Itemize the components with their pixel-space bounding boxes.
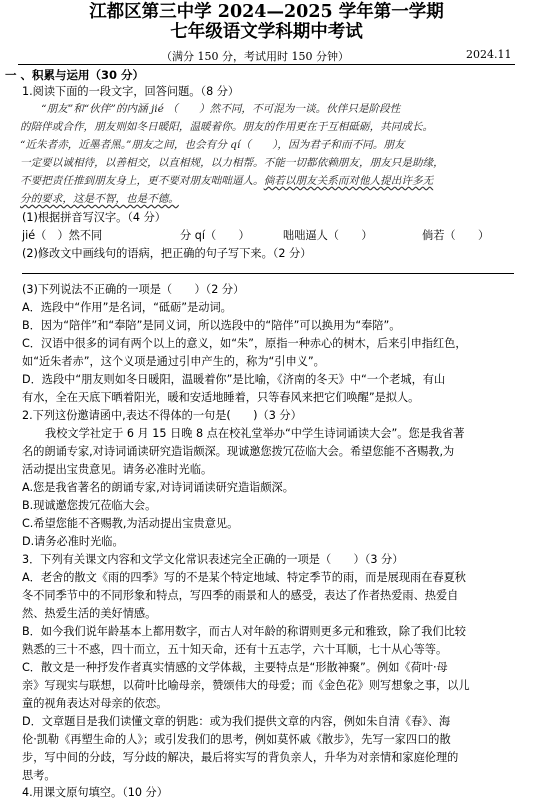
q3-option-d-cont: 伦·凯勒《再塑生命的人》；或引发我们的思考，例如莫怀戚《散步》，先写一家四口的散 (22, 733, 451, 746)
passage-line (20, 175, 433, 188)
q3-option-c-cont: 亲》写现实与联想，以荷叶比喻母亲，赞颂伟大的母爱；而《金色花》则写想象之事，以儿 (22, 679, 470, 692)
passage-line: “朋友”和“伙伴”的内涵 jié （ ）然不同，不可混为一谈。伙伴只是阶段性 (20, 103, 401, 115)
q3-option-a-cont: 冬不同季节中的不同形象和特点，写四季的雨景和人的感受，表达了作者热爱雨、热爱自 (22, 589, 459, 602)
q3-option-c: C．散文是一种抒发作者真实情感的文学体裁，主要特点是“形散神聚”。例如《荷叶·母 (22, 661, 448, 674)
q3-option-c-cont: 童的视角表达对母亲的依恋。 (22, 697, 168, 710)
sub3-option-c-cont: 如“近朱者赤”，这个义项是通过引申产生的，称为“引申义”。 (22, 355, 325, 368)
question-1-prompt: 1.阅读下面的一段文字，回答问题。（8 分） (22, 85, 240, 98)
passage-line: 一定要以诚相待，以善相交，以直相规，以力相帮。不能一切都依赖朋友，朋友只是助缘， (20, 157, 444, 169)
passage-line: “近朱者赤，近墨者黑。”朋友之间，也会有分 qí（ ），因为君子和而不同。朋友 (20, 139, 405, 151)
sub-question-3: (3)下列说法不正确的一项是（ ）（2 分） (22, 283, 245, 296)
question-2-prompt: 2.下列这份邀请函中,表达不得体的一句是( )（3 分） (22, 409, 302, 422)
sub3-option-c: C．汉语中很多的词有两个以上的意义，如“朱”，原指一种赤心的树木，后来引申指红色， (22, 337, 467, 350)
invitation-text: 名的朗诵专家,对诗词诵读研究造诣颇深。现诚邀您拨冗莅临大会。希望您能不吝赐教,为 (22, 445, 455, 458)
q3-option-b-cont: 熟悉的三十不惑，四十而立，五十知天命，还有十五志学，六十耳顺，七十从心等等。 (22, 643, 448, 656)
q2-option-d: D.请务必准时光临。 (22, 535, 124, 548)
exam-date: 2024.11 (466, 48, 512, 61)
underlined-sentence-part1: 倘若以朋友关系而对他人提出许多无 (263, 175, 434, 187)
answer-line[interactable] (22, 273, 514, 274)
question-3-prompt: 3．下列有关课文内容和文学文化常识表述完全正确的一项是（ ）（3 分） (22, 553, 404, 566)
question-4-prompt: 4.用课文原句填空。（10 分） (22, 786, 168, 799)
sub-question-1: (1)根据拼音写汉字。（4 分） (22, 211, 166, 224)
q3-option-d-cont: 思考。 (22, 769, 56, 782)
q3-option-d: D．文章题目是我们读懂文章的钥匙：或为我们提供文章的内容，例如朱自清《春》、海 (22, 715, 451, 728)
q2-option-a: A.您是我省著名的朗诵专家,对诗词诵读研究造诣颇深。 (22, 481, 294, 494)
sub1-item-d: 倘若（ ） (422, 229, 490, 242)
header-divider (18, 64, 515, 65)
q2-option-c: C.希望您能不吝赐教,为活动提出宝贵意见。 (22, 517, 239, 530)
q3-option-a-cont: 然、热爱生活的美好情感。 (22, 607, 157, 620)
sub3-option-d: D．选段中“朋友则如冬日暖阳，温暖着你”是比喻，《济南的冬天》中“一个老城，有山 (22, 373, 446, 386)
q3-option-d-cont: 步，写中间的分歧，写分歧的解决，最后将实写的背负亲人，升华为对亲情和家庭伦理的 (22, 751, 459, 764)
sub1-item-b: 分 qí（ ） (180, 229, 250, 242)
sub3-option-a: A．选段中“作用”是名词，“砥砺”是动词。 (22, 301, 232, 314)
passage-line: 的陪伴或合作，朋友则如冬日暖阳，温暖着你。朋友的作用更在于互相砥砺，共同成长。 (20, 121, 434, 133)
section-heading: 一 、积累与运用（30 分） (5, 68, 145, 82)
invitation-text: 活动提出宝贵意见。请务必准时光临。 (22, 463, 213, 476)
sub3-option-d-cont: 有水，全在天底下晒着阳光，暖和安适地睡着，只等春风来把它们唤醒”是拟人。 (22, 391, 420, 404)
q3-option-b: B．如今我们说年龄基本上都用数字，而古人对年龄的称谓则更多元和雅致，除了我们比较 (22, 625, 466, 638)
sub1-item-c: 咄咄逼人（ ） (283, 229, 373, 242)
passage-line (20, 193, 179, 206)
sub1-item-a: jié（ ）然不同 (22, 229, 103, 242)
q3-option-a: A．老舍的散文《雨的四季》写的不是某个特定地域、特定季节的雨，而是展现雨在春夏秋 (22, 571, 466, 584)
exam-title-line2: 七年级语文学科期中考试 (170, 22, 363, 42)
sub3-option-b: B．因为“陪伴”和“奉陪”是同义词，所以选段中的“陪伴”可以换用为“奉陪”。 (22, 319, 401, 332)
q2-option-b: B.现诚邀您拨冗莅临大会。 (22, 499, 157, 512)
sub-question-2: (2)修改文中画线句的语病，把正确的句子写下来。（2 分） (22, 247, 312, 260)
passage-text: 不要把责任推到朋友身上，更不要对朋友咄咄逼人。 (20, 175, 264, 187)
underlined-sentence-part2: 分的要求，这是不智，也是不德。 (20, 193, 179, 205)
score-info: （满分 150 分，考试用时 150 分钟） (161, 50, 349, 63)
exam-title-line1: 江都区第三中学 2024—2025 学年第一学期 (89, 2, 444, 22)
invitation-text: 我校文学社定于 6 月 15 日晚 8 点在校礼堂举办“中学生诗词诵读大会”。您是我省著 (45, 427, 465, 440)
